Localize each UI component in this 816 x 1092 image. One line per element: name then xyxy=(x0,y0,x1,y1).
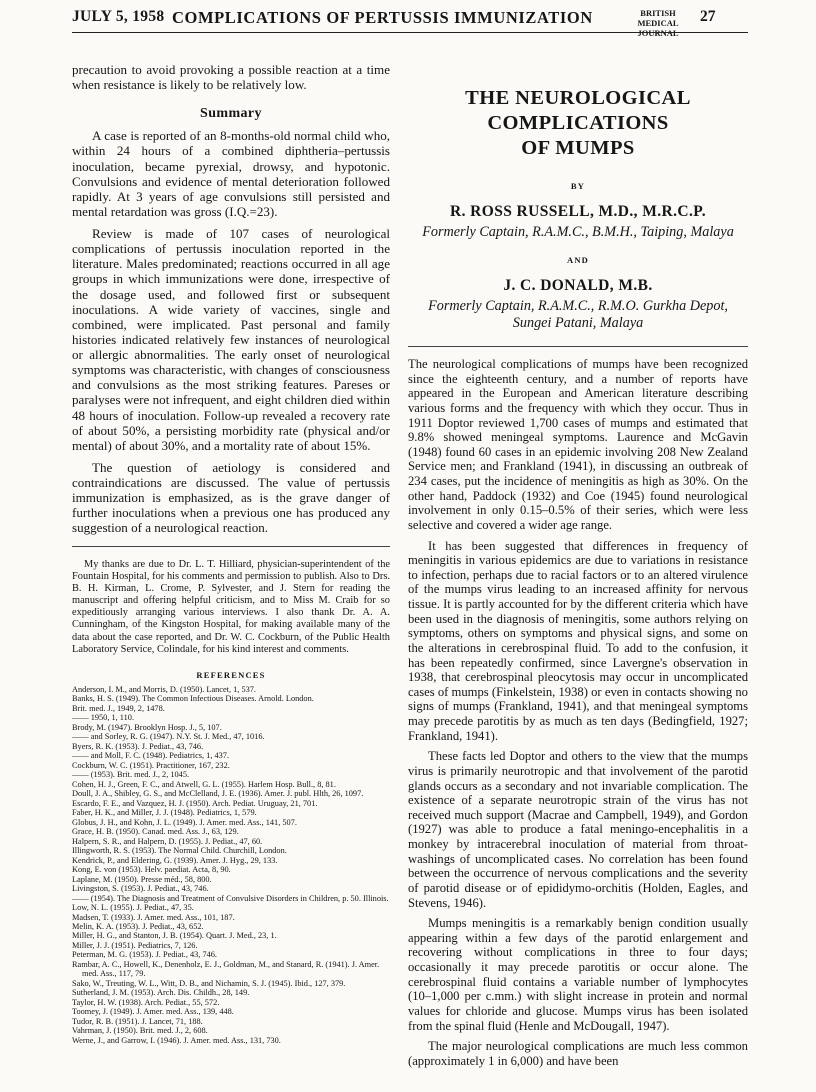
affiliation-line: Formerly Captain, R.A.M.C., R.M.O. Gurkha Depot, xyxy=(428,298,728,314)
body-paragraph: It has been suggested that differences in frequency of meningitis in various epidemics are due to variations in resistance to infection, perhaps due to racial factors or to an altered virulence of the mumps virus leading to an increased affinity for nervous tissue. It is partly accounted for by the different criteria which have been used in the diagnosis of meningitis, some authors relying on symptoms, others on symptoms and physical signs, and some on the alterations in cerebrospinal fluid. To add to the confusion, it has been repeatedly confirmed, since Lavergne's observation in 1938, that cerebrospinal pleocytosis may occur in uncomplicated cases of mumps (Finkelstein, 1938) or even in contacts showing no signs of mumps (Frankland, 1941), and that meningeal symptoms may precede parotitis by as much as ten days (Bedingfield, 1927; Frankland, 1941). xyxy=(408,538,748,743)
journal-name-line2: MEDICAL JOURNAL xyxy=(637,18,679,38)
reference-item: Doull, J. A., Shibley, G. S., and McClelland, J. E. (1936). Amer. J. publ. Hlth, 26, 1097. xyxy=(72,789,364,799)
byline-by: BY xyxy=(570,181,586,191)
reference-item: Madsen, T. (1933). J. Amer. med. Ass., 101, 187. xyxy=(72,912,235,922)
reference-item: Globus, J. H., and Kohn, J. L. (1949). J. Amer. med. Ass., 141, 507. xyxy=(72,817,297,827)
reference-item: Cohen, H. J., Green, F. C., and Atwell, G. L. (1955). Harlem Hosp. Bull., 8, 81. xyxy=(72,779,336,789)
reference-item: Melin, K. A. (1953). J. Pediat., 43, 652. xyxy=(72,921,204,931)
article-title xyxy=(408,86,748,161)
acknowledgments: My thanks are due to Dr. L. T. Hilliard, physician-superintendent of the Fountain Hospital, for his comments and permission to publish. Also to Drs. B. H. Kirman, L. Crome, P. Sylvester, and J. Stern for reading the manuscript and offering helpful criticism, and to Miss M. Craib for so expeditiously arranging various interviews. I also thank Dr. A. A. Cunningham, of the Kingston Hospital, for making available many of the data about the case reported, and Dr. W. C. Cockburn, of the Public Health Laboratory Service, Colindale, for his kind interest and comments. xyxy=(72,558,390,655)
header-running-title: COMPLICATIONS OF PERTUSSIS IMMUNIZATION xyxy=(172,8,593,27)
reference-item: —— 1950, 1, 110. xyxy=(72,713,135,723)
reference-item: Laplane, M. (1950). Presse méd., 58, 800. xyxy=(72,874,212,884)
body-paragraph: Mumps meningitis is a remarkably benign condition usually appearing within a few days of the parotid enlargement and recovering without complications in three to four days; occasionally it may precede parotitis or occur alone. The cerebrospinal fluid contains a variable number of lymphocytes (10–1,000 per c.mm.) with slight increase in protein and normal values for chloride and glucose. Mumps virus has been isolated from the spinal fluid (Henle and McDougall, 1947). xyxy=(408,916,748,1033)
reference-item: Kendrick, P., and Eldering, G. (1939). Amer. J. Hyg., 29, 133. xyxy=(72,855,278,865)
body-paragraph: These facts led Doptor and others to the view that the mumps virus is primarily neurotropic and that involvement of the parotid glands occurs as a secondary and not invariable complication. The existence of a separate neurotropic strain of the virus has not received much support (Macrae and Campbell, 1949), and Gordon (1927) was able to produce a fatal meningo-encephalitis in a monkey by intracerebral inoculation of material from throat-washings of uncomplicated cases. No correlation has been found between the occurrence of nervous complications and the severity of parotid disease or of epididymo-orchitis (Holden, Eagles, and Stevens, 1946). xyxy=(408,749,748,910)
reference-item: Faber, H. K., and Miller, J. J. (1948). Pediatrics, 1, 579. xyxy=(72,808,257,818)
author-name: R. ROSS RUSSELL, M.D., M.R.C.P. xyxy=(450,203,706,220)
reference-item: Grace, H. B. (1950). Canad. med. Ass. J., 63, 129. xyxy=(72,827,239,837)
references-list xyxy=(72,685,390,1045)
reference-item: Brit. med. J., 1949, 2, 1478. xyxy=(72,703,165,713)
reference-item: —— (1953). Brit. med. J., 2, 1045. xyxy=(72,770,190,780)
reference-item: Tudor, R. B. (1951). J. Lancet, 71, 188. xyxy=(72,1016,203,1026)
summary-paragraph: A case is reported of an 8-months-old normal child who, within 24 hours of a combined diphtheria–pertussis inoculation, became pyrexial, drowsy, and hypotonic. Convulsions and evidence of mental deterioration followed rapidly. At 3 years of age convulsions still persisted and mental retardation was gross (I.Q.=23). xyxy=(72,128,390,219)
reference-item: Miller, J. J. (1951). Pediatrics, 7, 126. xyxy=(72,940,198,950)
reference-item: Banks, H. S. (1949). The Common Infectious Diseases. Arnold. London. xyxy=(72,694,314,704)
header-page-number: 27 xyxy=(700,8,716,25)
left-column xyxy=(72,62,390,1045)
reference-item: Sutherland, J. M. (1953). Arch. Dis. Childh., 28, 149. xyxy=(72,988,250,998)
title-line: THE NEUROLOGICAL COMPLICATIONS xyxy=(465,87,691,134)
author-affiliation xyxy=(408,298,748,332)
summary-heading: Summary xyxy=(200,106,262,122)
reference-item: Illingworth, R. S. (1953). The Normal Child. Churchill, London. xyxy=(72,846,287,856)
body-paragraph: The major neurological complications are much less common (approximately 1 in 6,000) and have been xyxy=(408,1039,748,1068)
reference-item: Sako, W., Treuting, W. L., Witt, D. B., and Nichamin, S. J. (1945). Ibid., 127, 379. xyxy=(72,978,346,988)
affiliation-line: Sungei Patani, Malaya xyxy=(512,315,644,331)
reference-item: Peterman, M. G. (1953). J. Pediat., 43, 746. xyxy=(72,950,217,960)
reference-item: Rambar, A. C., Howell, K., Denenholz, E. J., Goldman, M., and Stanard, R. (1941). J. Amer. med. Ass., 117, 79. xyxy=(72,959,380,979)
reference-item: —— and Sorley, R. G. (1947). N.Y. St. J. Med., 47, 1016. xyxy=(72,732,265,742)
reference-item: Vahrman, J. (1950). Brit. med. J., 2, 608. xyxy=(72,1026,208,1036)
title-line: OF MUMPS xyxy=(521,137,635,159)
reference-item: Byers, R. K. (1953). J. Pediat., 43, 746. xyxy=(72,741,204,751)
section-divider xyxy=(72,546,390,547)
summary-paragraph: Review is made of 107 cases of neurological complications of pertussis inoculation reported in the literature. Males predominated; reactions occurred in all age groups in which immunizations were done, irrespective of the dosage used, and followed first or subsequent inoculations. A wide variety of vaccines, single and combined, were implicated. Past personal and family histories indicated relatively few instances of neurological or allergic abnormalities. The early onset of neurological symptoms was characteristic, with changes of consciousness and convulsions as the most striking features. Pareses or paralyses were not infrequent, and eight children died within 48 hours of inoculation. Follow-up revealed a recovery rate of about 50%, a persisting morbidity rate (physical and/or mental) of about 30%, and a mortality rate of about 15%. xyxy=(72,226,390,453)
journal-name-line1: BRITISH xyxy=(640,8,676,18)
continuation-text: precaution to avoid provoking a possible reaction at a time when resistance is likely to be relatively low. xyxy=(72,62,390,93)
reference-item: Livingston, S. (1953). J. Pediat., 43, 746. xyxy=(72,884,209,894)
reference-item: Escardo, F. E., and Vazquez, H. J. (1950). Arch. Pediat. Uruguay, 21, 701. xyxy=(72,798,318,808)
header-rule xyxy=(72,32,748,33)
section-divider xyxy=(408,346,748,347)
reference-item: Toomey, J. (1949). J. Amer. med. Ass., 139, 448. xyxy=(72,1007,234,1017)
reference-item: Kong, E. von (1953). Helv. paediat. Acta, 8, 90. xyxy=(72,865,231,875)
reference-item: Low, N. L. (1955). J. Pediat., 47, 35. xyxy=(72,903,194,913)
right-column xyxy=(408,62,748,1074)
reference-item: Brody, M. (1947). Brooklyn Hosp. J., 5, 107. xyxy=(72,722,222,732)
header-journal-name xyxy=(622,8,694,38)
author-name: J. C. DONALD, M.B. xyxy=(503,277,653,294)
reference-item: Miller, H. G., and Stanton, J. B. (1954). Quart. J. Med., 23, 1. xyxy=(72,931,277,941)
reference-item: Anderson, I. M., and Morris, D. (1950). Lancet, 1, 537. xyxy=(72,684,256,694)
reference-item: —— (1954). The Diagnosis and Treatment of Convulsive Disorders in Children, p. 50. Illinois. xyxy=(72,893,389,903)
reference-item: Cockburn, W. C. (1951). Practitioner, 167, 232. xyxy=(72,760,230,770)
reference-item: Taylor, H. W. (1938). Arch. Pediat., 55, 572. xyxy=(72,997,220,1007)
article-body xyxy=(408,357,748,1068)
byline-and: AND xyxy=(566,255,589,265)
reference-item: Werne, J., and Garrow, I. (1946). J. Amer. med. Ass., 131, 730. xyxy=(72,1035,281,1045)
header-date: JULY 5, 1958 xyxy=(72,8,165,25)
summary-paragraph: The question of aetiology is considered and contraindications are discussed. The value of pertussis immunization is emphasized, as is the grave danger of further inoculations when a previous one has produced any suggestion of a neurological reaction. xyxy=(72,459,390,536)
summary-section xyxy=(72,128,390,535)
author-affiliation: Formerly Captain, R.A.M.C., B.M.H., Taiping, Malaya xyxy=(422,224,734,240)
reference-item: Halpern, S. R., and Halpern, D. (1955). J. Pediat., 47, 60. xyxy=(72,836,263,846)
references-heading: REFERENCES xyxy=(196,669,266,680)
body-paragraph: The neurological complications of mumps have been recognized since the eighteenth century, and a number of reports have appeared in the European and American literature describing various forms and the frequency with which they occur. Thus in 1911 Doptor reviewed 1,700 cases of mumps and estimated that 9.8% showed meningeal symptoms. Laurence and McGavin (1948) found 60 cases in an epidemic involving 208 New Zealand Service men; and Frankland (1941), in discussing an outbreak of 234 cases, put the incidence of meningitis as high as 30%. On the other hand, Paddock (1932) and Coe (1945) found neurological involvement in only 0.15–0.5% of their series, which were less selective and covered a wider age range. xyxy=(408,357,748,532)
reference-item: —— and Moll, F. C. (1948). Pediatrics, 1, 437. xyxy=(72,751,230,761)
